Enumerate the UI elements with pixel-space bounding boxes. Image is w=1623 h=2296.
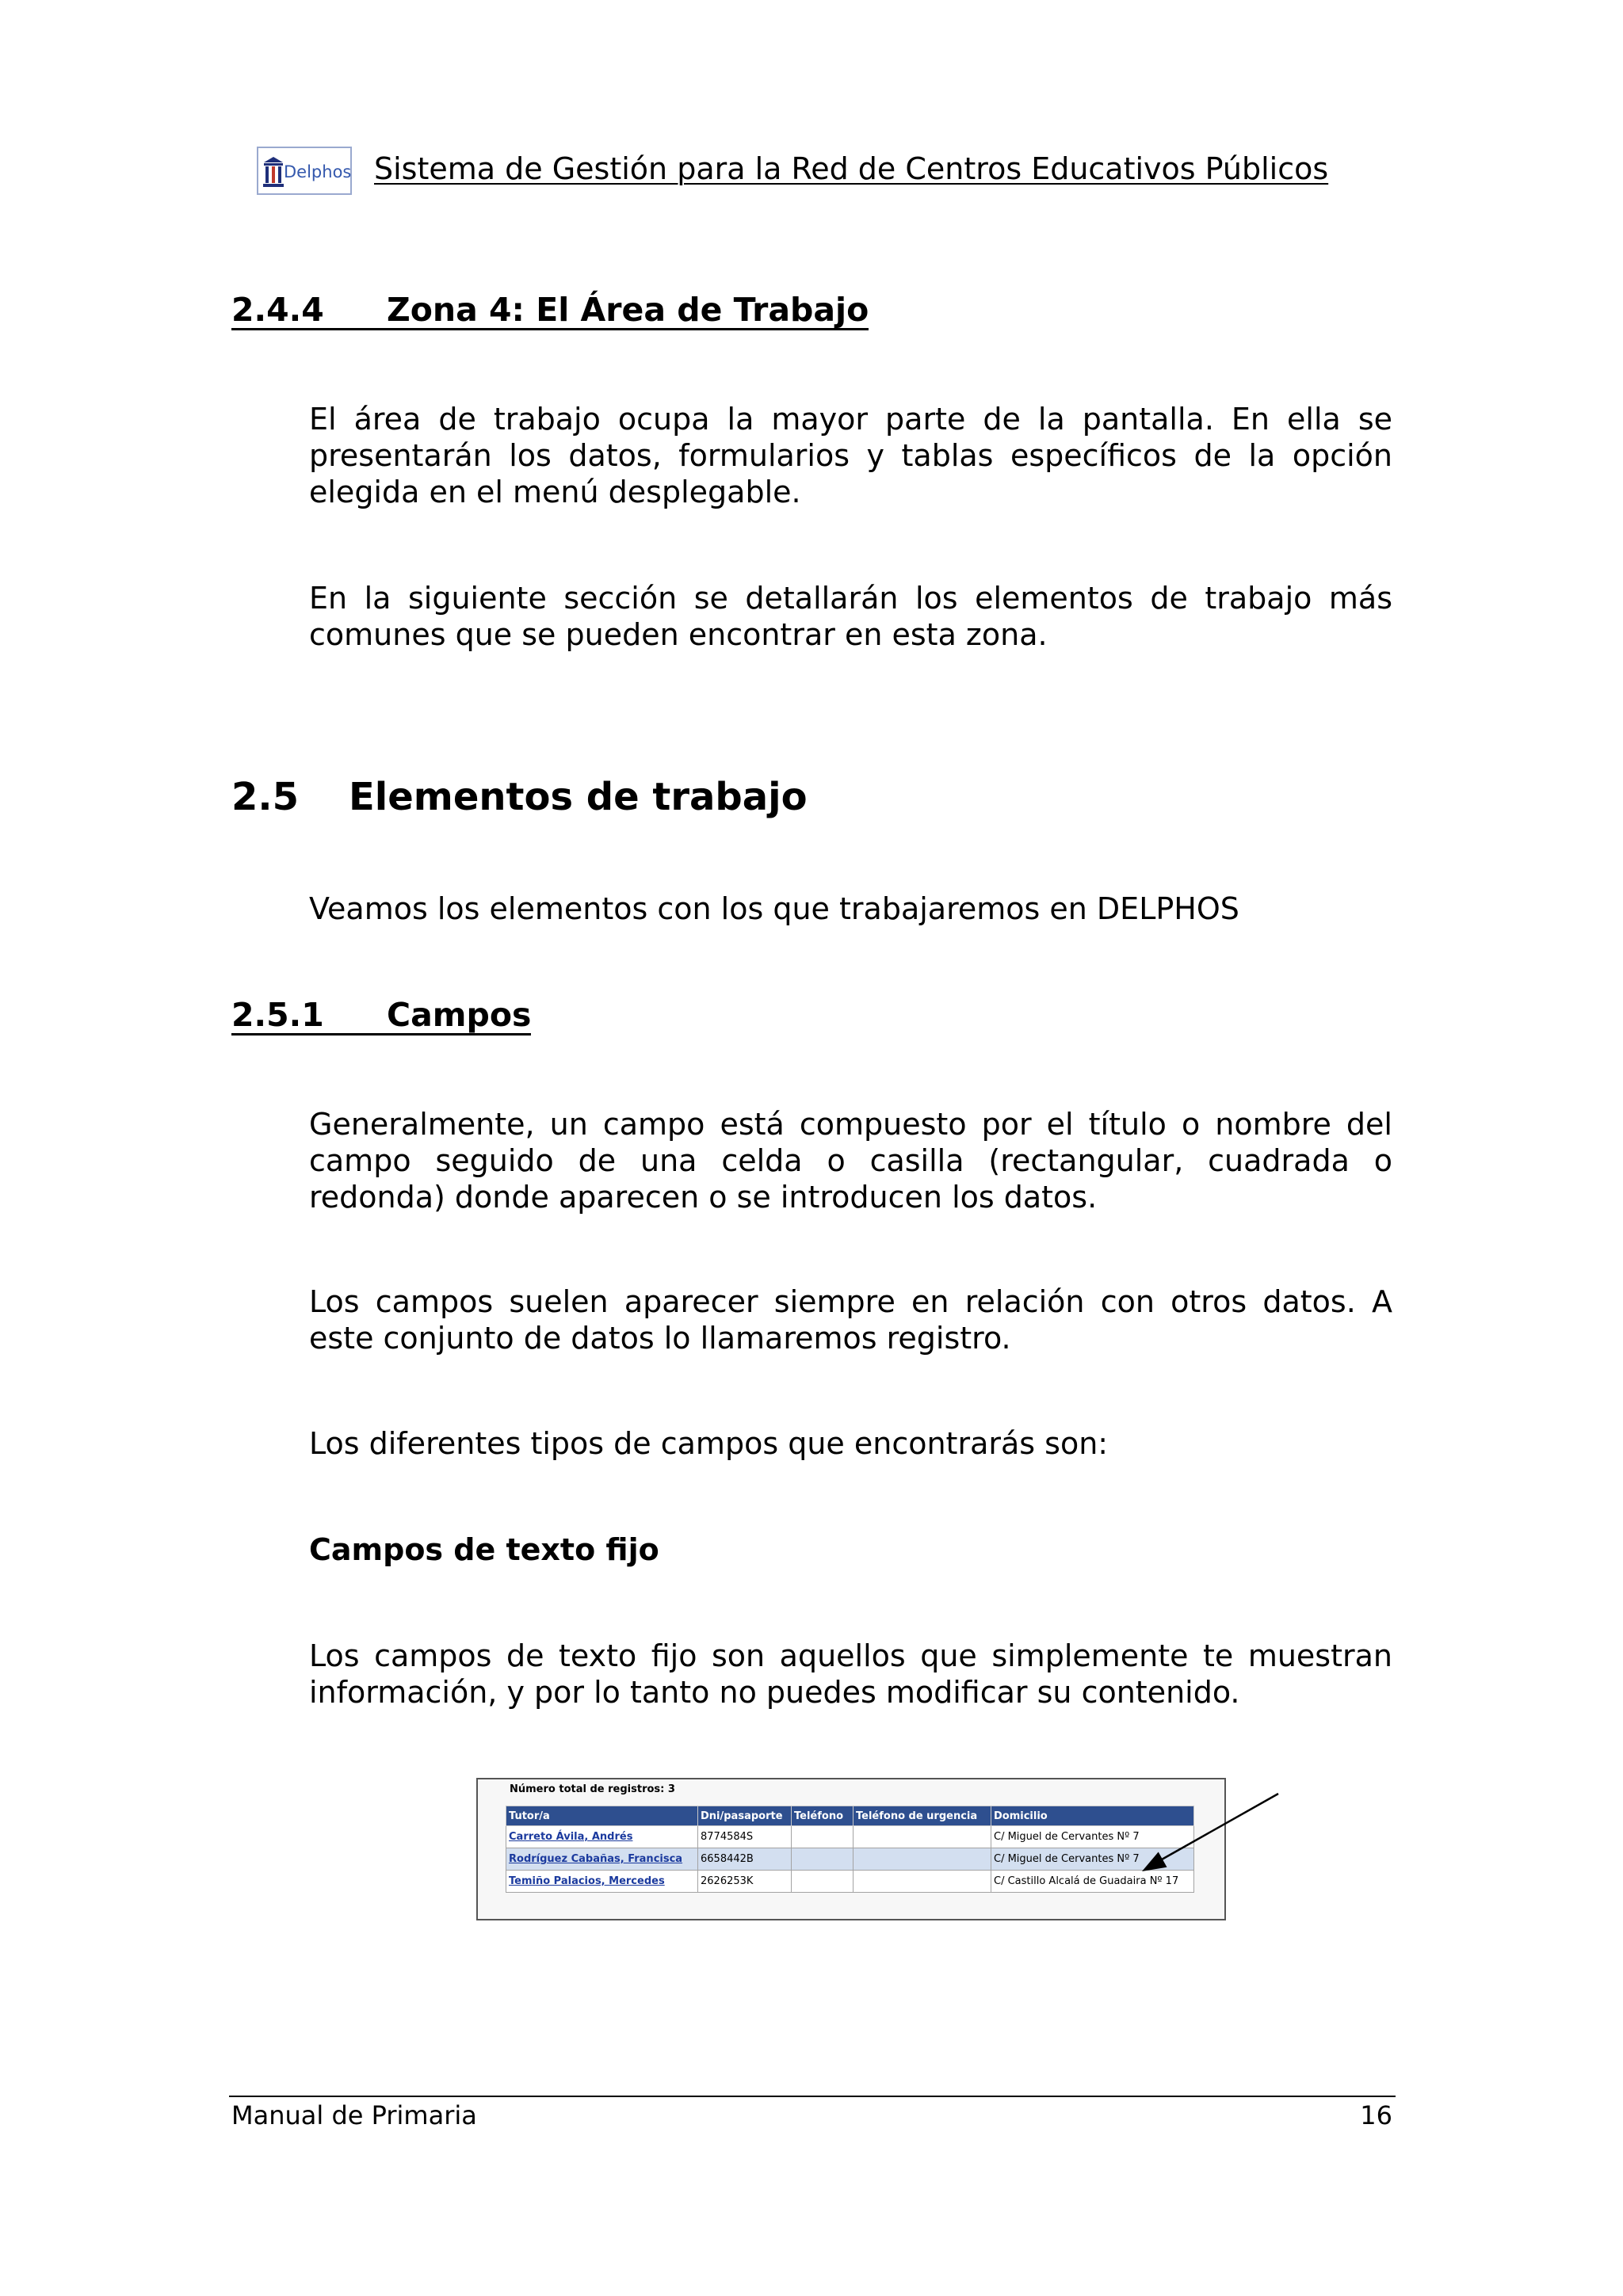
- section-heading-2-5: [231, 775, 808, 819]
- running-header-title: Sistema de Gestión para la Red de Centros Educativos Públicos: [374, 151, 1329, 186]
- paragraph: Los diferentes tipos de campos que encontrarás son:: [309, 1426, 1109, 1461]
- cell-telefono: [792, 1871, 854, 1893]
- tutor-link: Temiño Palacios, Mercedes: [509, 1875, 665, 1887]
- section-heading-2-5-1: [231, 997, 531, 1035]
- tutor-link: Rodríguez Cabañas, Francisca: [509, 1853, 683, 1865]
- column-header-tutor: Tutor/a: [506, 1806, 698, 1826]
- section-number: 2.5: [231, 775, 300, 819]
- paragraph: Veamos los elementos con los que trabajaremos en DELPHOS: [309, 891, 1239, 926]
- cell-domicilio: C/ Miguel de Cervantes Nº 7: [991, 1848, 1194, 1871]
- column-header-telefono-urgencia: Teléfono de urgencia: [854, 1806, 991, 1826]
- cell-telefono-urgencia: [854, 1826, 991, 1848]
- paragraph: En la siguiente sección se detallarán los elementos de trabajo más comunes que se pueden encontrar en esta zona.: [309, 581, 1392, 652]
- cell-dni: 8774584S: [698, 1826, 792, 1848]
- section-title: Zona 4: El Área de Trabajo: [387, 291, 869, 329]
- column-header-domicilio: Domicilio: [991, 1806, 1194, 1826]
- cell-telefono: [792, 1826, 854, 1848]
- table-row: [506, 1871, 1194, 1893]
- cell-dni: 2626253K: [698, 1871, 792, 1893]
- paragraph: Generalmente, un campo está compuesto por el título o nombre del campo seguido de una celda o casilla (rectangular, cuadrada o redonda) donde aparecen o se introducen los datos.: [309, 1107, 1392, 1215]
- tutor-link: Carreto Ávila, Andrés: [509, 1831, 633, 1843]
- callout-arrow-icon: [1125, 1783, 1292, 1882]
- section-number: 2.4.4: [231, 291, 324, 329]
- cell-dni: 6658442B: [698, 1848, 792, 1871]
- logo-wordmark: Delphos: [284, 162, 352, 181]
- cell-tutor: [506, 1848, 698, 1871]
- cell-tutor: [506, 1826, 698, 1848]
- cell-telefono-urgencia: [854, 1848, 991, 1871]
- page-number: 16: [1360, 2100, 1392, 2130]
- table-row: [506, 1848, 1194, 1871]
- section-title: Campos: [387, 996, 532, 1034]
- cell-tutor: [506, 1871, 698, 1893]
- column-header-dni: Dni/pasaporte: [698, 1806, 792, 1826]
- section-title: Elementos de trabajo: [349, 775, 808, 819]
- paragraph: Los campos de texto fijo son aquellos que simplemente te muestran información, y por lo tanto no puedes modificar su contenido.: [309, 1638, 1392, 1710]
- footer-document-title: Manual de Primaria: [231, 2100, 477, 2130]
- records-table: [506, 1806, 1194, 1893]
- paragraph: El área de trabajo ocupa la mayor parte de la pantalla. En ella se presentarán los datos, formularios y tablas específicos de la opción elegida en el menú desplegable.: [309, 402, 1392, 509]
- footer-divider: [229, 2096, 1396, 2097]
- temple-icon: [263, 155, 284, 189]
- paragraph: Los campos suelen aparecer siempre en relación con otros datos. A este conjunto de datos lo llamaremos registro.: [309, 1284, 1392, 1356]
- cell-domicilio: C/ Castillo Alcalá de Guadaira Nº 17: [991, 1871, 1194, 1893]
- cell-telefono-urgencia: [854, 1871, 991, 1893]
- records-table-screenshot: [476, 1778, 1226, 1920]
- section-number: 2.5.1: [231, 996, 324, 1034]
- table-row: [506, 1826, 1194, 1848]
- delphos-logo: [257, 147, 352, 195]
- table-header-row: [506, 1806, 1194, 1826]
- column-header-telefono: Teléfono: [792, 1806, 854, 1826]
- cell-domicilio: C/ Miguel de Cervantes Nº 7: [991, 1826, 1194, 1848]
- total-records-label: Número total de registros: 3: [510, 1783, 675, 1795]
- cell-telefono: [792, 1848, 854, 1871]
- subheading: Campos de texto fijo: [309, 1532, 659, 1567]
- section-heading-2-4-4: [231, 292, 869, 330]
